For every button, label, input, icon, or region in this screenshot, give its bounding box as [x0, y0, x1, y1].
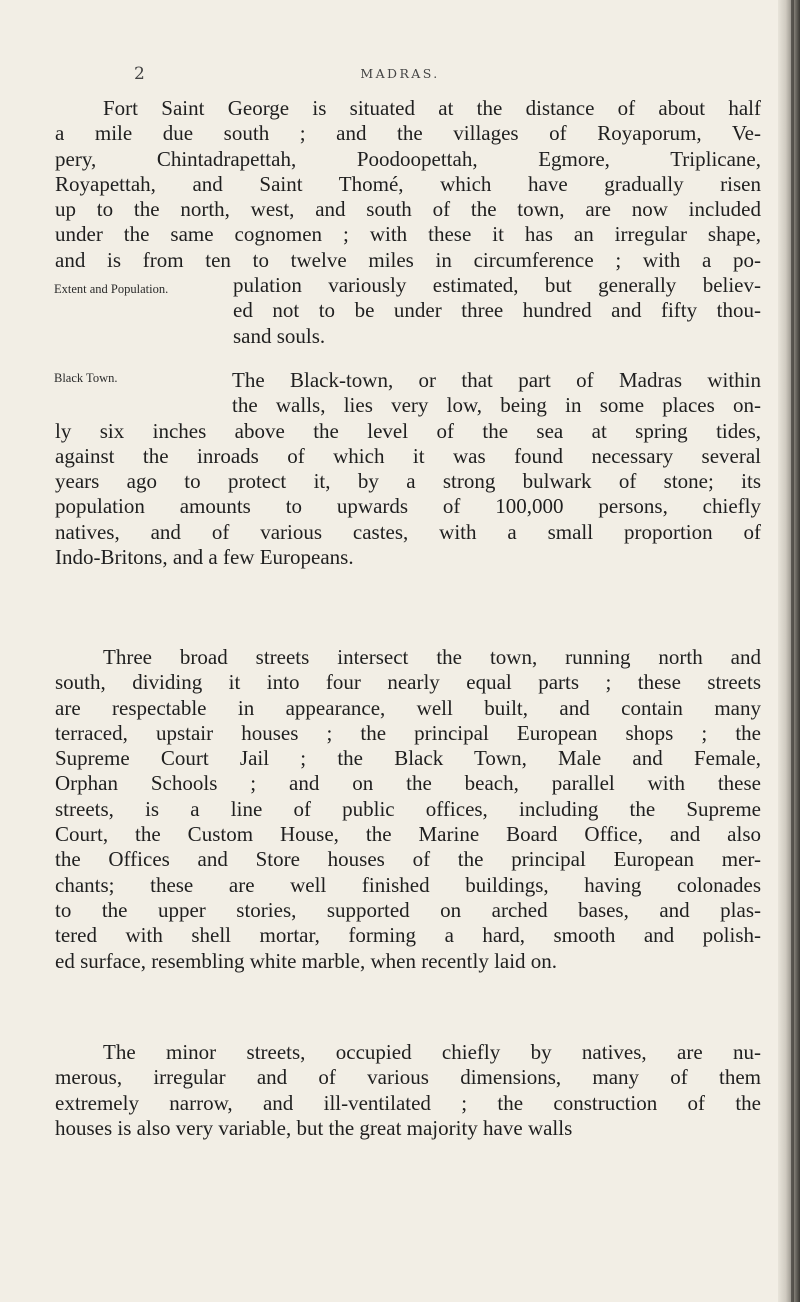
text-line: and is from ten to twelve miles in circumference ; with a po- — [55, 247, 761, 272]
text-line: a mile due south ; and the villages of Royaporum, Ve- — [55, 121, 761, 146]
text-line: up to the north, west, and south of the town, are now included — [55, 197, 761, 222]
text-line: houses is also very variable, but the great majority have walls — [55, 1115, 573, 1140]
text-line: under the same cognomen ; with these it has an irregular shape, — [55, 222, 761, 247]
text-line: terraced, upstair houses ; the principal European shops ; the — [55, 720, 761, 745]
text-line: ed surface, resembling white marble, when recently laid on. — [55, 948, 558, 973]
page-header — [0, 64, 800, 84]
text-line: Indo-Britons, and a few Europeans. — [55, 545, 354, 570]
book-binding-edge — [778, 0, 800, 1302]
text-line: natives, and of various castes, with a small proportion of — [55, 519, 761, 544]
text-line: The minor streets, occupied chiefly by natives, are nu- — [103, 1040, 761, 1064]
text-line: the Offices and Store houses of the principal European mer- — [55, 847, 761, 872]
text-line: the walls, lies very low, being in some places on- — [232, 393, 761, 418]
text-line: to the upper stories, supported on arched bases, and plas- — [55, 897, 761, 922]
text-line: Orphan Schools ; and on the beach, parallel with these — [55, 771, 761, 796]
paragraph-minor-streets — [55, 1040, 761, 1141]
text-line: tered with shell mortar, forming a hard, smooth and polish- — [55, 923, 761, 948]
text-line: are respectable in appearance, well built, and contain many — [55, 695, 761, 720]
text-line: The Black-town, or that part of Madras within — [232, 368, 761, 392]
sidenote-extent-population — [54, 283, 174, 296]
text-line: chants; these are well finished buildings, having colonades — [55, 872, 761, 897]
paragraph-black-town — [55, 368, 761, 570]
text-line: years ago to protect it, by a strong bulwark of stone; its — [55, 469, 761, 494]
text-line: Royapettah, and Saint Thomé, which have gradually risen — [55, 171, 761, 196]
page-number: 2 — [134, 64, 145, 84]
text-line: against the inroads of which it was found necessary several — [55, 443, 761, 468]
text-line: merous, irregular and of various dimensions, many of them — [55, 1065, 761, 1090]
text-line: extremely narrow, and ill-ventilated ; the construction of the — [55, 1090, 761, 1115]
sidenote-text: Extent and Population. — [54, 282, 169, 296]
text-line: Fort Saint George is situated at the distance of about half — [103, 96, 761, 120]
paragraph-three-broad-streets — [55, 645, 761, 974]
text-line: sand souls. — [233, 323, 326, 348]
paragraph-fort-saint-george — [55, 96, 761, 349]
running-head: MADRAS. — [360, 66, 440, 81]
text-line: pery, Chintadrapettah, Poodoopettah, Egmore, Triplicane, — [55, 146, 761, 171]
text-line: ly six inches above the level of the sea at spring tides, — [55, 418, 761, 443]
text-line: Court, the Custom House, the Marine Board Office, and also — [55, 822, 761, 847]
text-line: Supreme Court Jail ; the Black Town, Male and Female, — [55, 746, 761, 771]
text-line: population amounts to upwards of 100,000 persons, chiefly — [55, 494, 761, 519]
binding-shadow — [791, 0, 794, 1302]
text-line: streets, is a line of public offices, including the Supreme — [55, 796, 761, 821]
text-line: ed not to be under three hundred and fifty thou- — [233, 298, 761, 323]
text-line: Three broad streets intersect the town, running north and — [103, 645, 761, 669]
text-line: south, dividing it into four nearly equal parts ; these streets — [55, 670, 761, 695]
sidenote-black-town — [54, 372, 117, 385]
sidenote-text: Black Town. — [54, 371, 118, 385]
text-line: pulation variously estimated, but generally believ- — [233, 273, 761, 298]
